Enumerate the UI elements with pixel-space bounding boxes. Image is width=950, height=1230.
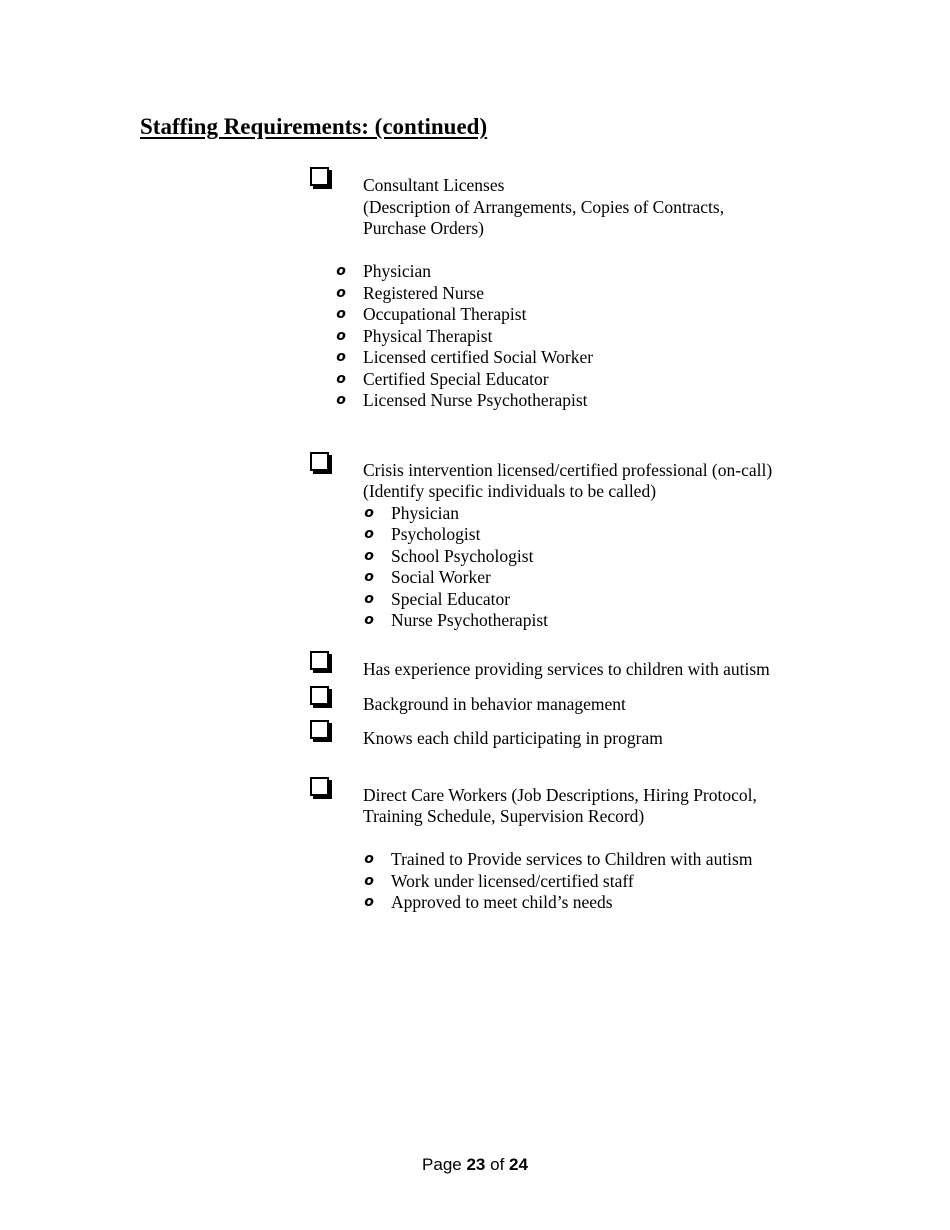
consultant-bullet-icon: o — [336, 327, 346, 344]
knows-child-label: Knows each child participating in program — [363, 728, 663, 748]
consultant-bullet-icon: o — [336, 349, 346, 365]
consultant-item: Licensed Nurse Psychotherapist — [363, 390, 588, 410]
consultant-item: Occupational Therapist — [363, 304, 527, 324]
consultant-item: Registered Nurse — [363, 282, 485, 303]
footer-prefix: Page — [422, 1155, 462, 1174]
consultant-desc-line1: (Description of Arrangements, Copies of Contracts, — [363, 196, 725, 217]
direct-care-bullet-icon: o — [364, 894, 374, 910]
crisis-item: Special Educator — [391, 588, 511, 609]
crisis-item: School Psychologist — [391, 545, 534, 566]
direct-care-checkbox[interactable] — [310, 777, 329, 796]
consultant-item: Certified Special Educator — [363, 368, 549, 389]
direct-care-item: Trained to Provide services to Children with autism — [391, 849, 753, 869]
crisis-item: Nurse Psychotherapist — [391, 610, 548, 630]
page-footer — [0, 1154, 950, 1176]
crisis-item: Physician — [391, 502, 460, 523]
behavior-label: Background in behavior management — [363, 693, 626, 714]
crisis-title: Crisis intervention licensed/certified professional (on-call) — [363, 459, 773, 480]
crisis-bullet-icon: o — [364, 590, 374, 607]
direct-care-item: Approved to meet child’s needs — [391, 892, 613, 912]
crisis-bullet-icon: o — [364, 504, 374, 521]
consultant-bullet-icon: o — [336, 263, 346, 279]
consultant-item: Physical Therapist — [363, 325, 493, 346]
crisis-item: Psychologist — [391, 524, 481, 544]
crisis-item: Social Worker — [391, 567, 491, 587]
experience-checkbox[interactable] — [310, 651, 329, 670]
crisis-bullet-icon: o — [364, 569, 374, 585]
consultant-bullet-icon: o — [336, 306, 346, 322]
crisis-checkbox[interactable] — [310, 452, 329, 471]
consultant-item: Licensed certified Social Worker — [363, 347, 594, 367]
page-heading: Staffing Requirements: (continued) — [140, 114, 488, 139]
consultant-item: Physician — [363, 261, 432, 281]
direct-care-bullet-icon: o — [364, 851, 374, 867]
crisis-bullet-icon: o — [364, 526, 374, 542]
behavior-checkbox[interactable] — [310, 686, 329, 705]
consultant-bullet-icon: o — [336, 370, 346, 387]
crisis-bullet-icon: o — [364, 612, 374, 628]
direct-care-item: Work under licensed/certified staff — [391, 870, 634, 891]
crisis-desc: (Identify specific individuals to be called) — [363, 481, 657, 501]
consultant-bullet-icon: o — [336, 392, 346, 408]
crisis-bullet-icon: o — [364, 547, 374, 564]
consultant-title: Consultant Licenses — [363, 175, 505, 195]
direct-care-bullet-icon: o — [364, 872, 374, 889]
experience-label: Has experience providing services to children with autism — [363, 658, 770, 679]
total-page-count: 24 — [509, 1155, 528, 1174]
consultant-checkbox[interactable] — [310, 167, 329, 186]
knows-child-checkbox[interactable] — [310, 720, 329, 739]
footer-separator: of — [490, 1155, 505, 1174]
current-page-number: 23 — [466, 1155, 486, 1174]
consultant-bullet-icon: o — [336, 284, 346, 301]
direct-care-title-line2: Training Schedule, Supervision Record) — [363, 806, 645, 826]
consultant-desc-line2: Purchase Orders) — [363, 218, 484, 238]
direct-care-title-line1: Direct Care Workers (Job Descriptions, Hiring Protocol, — [363, 784, 757, 805]
